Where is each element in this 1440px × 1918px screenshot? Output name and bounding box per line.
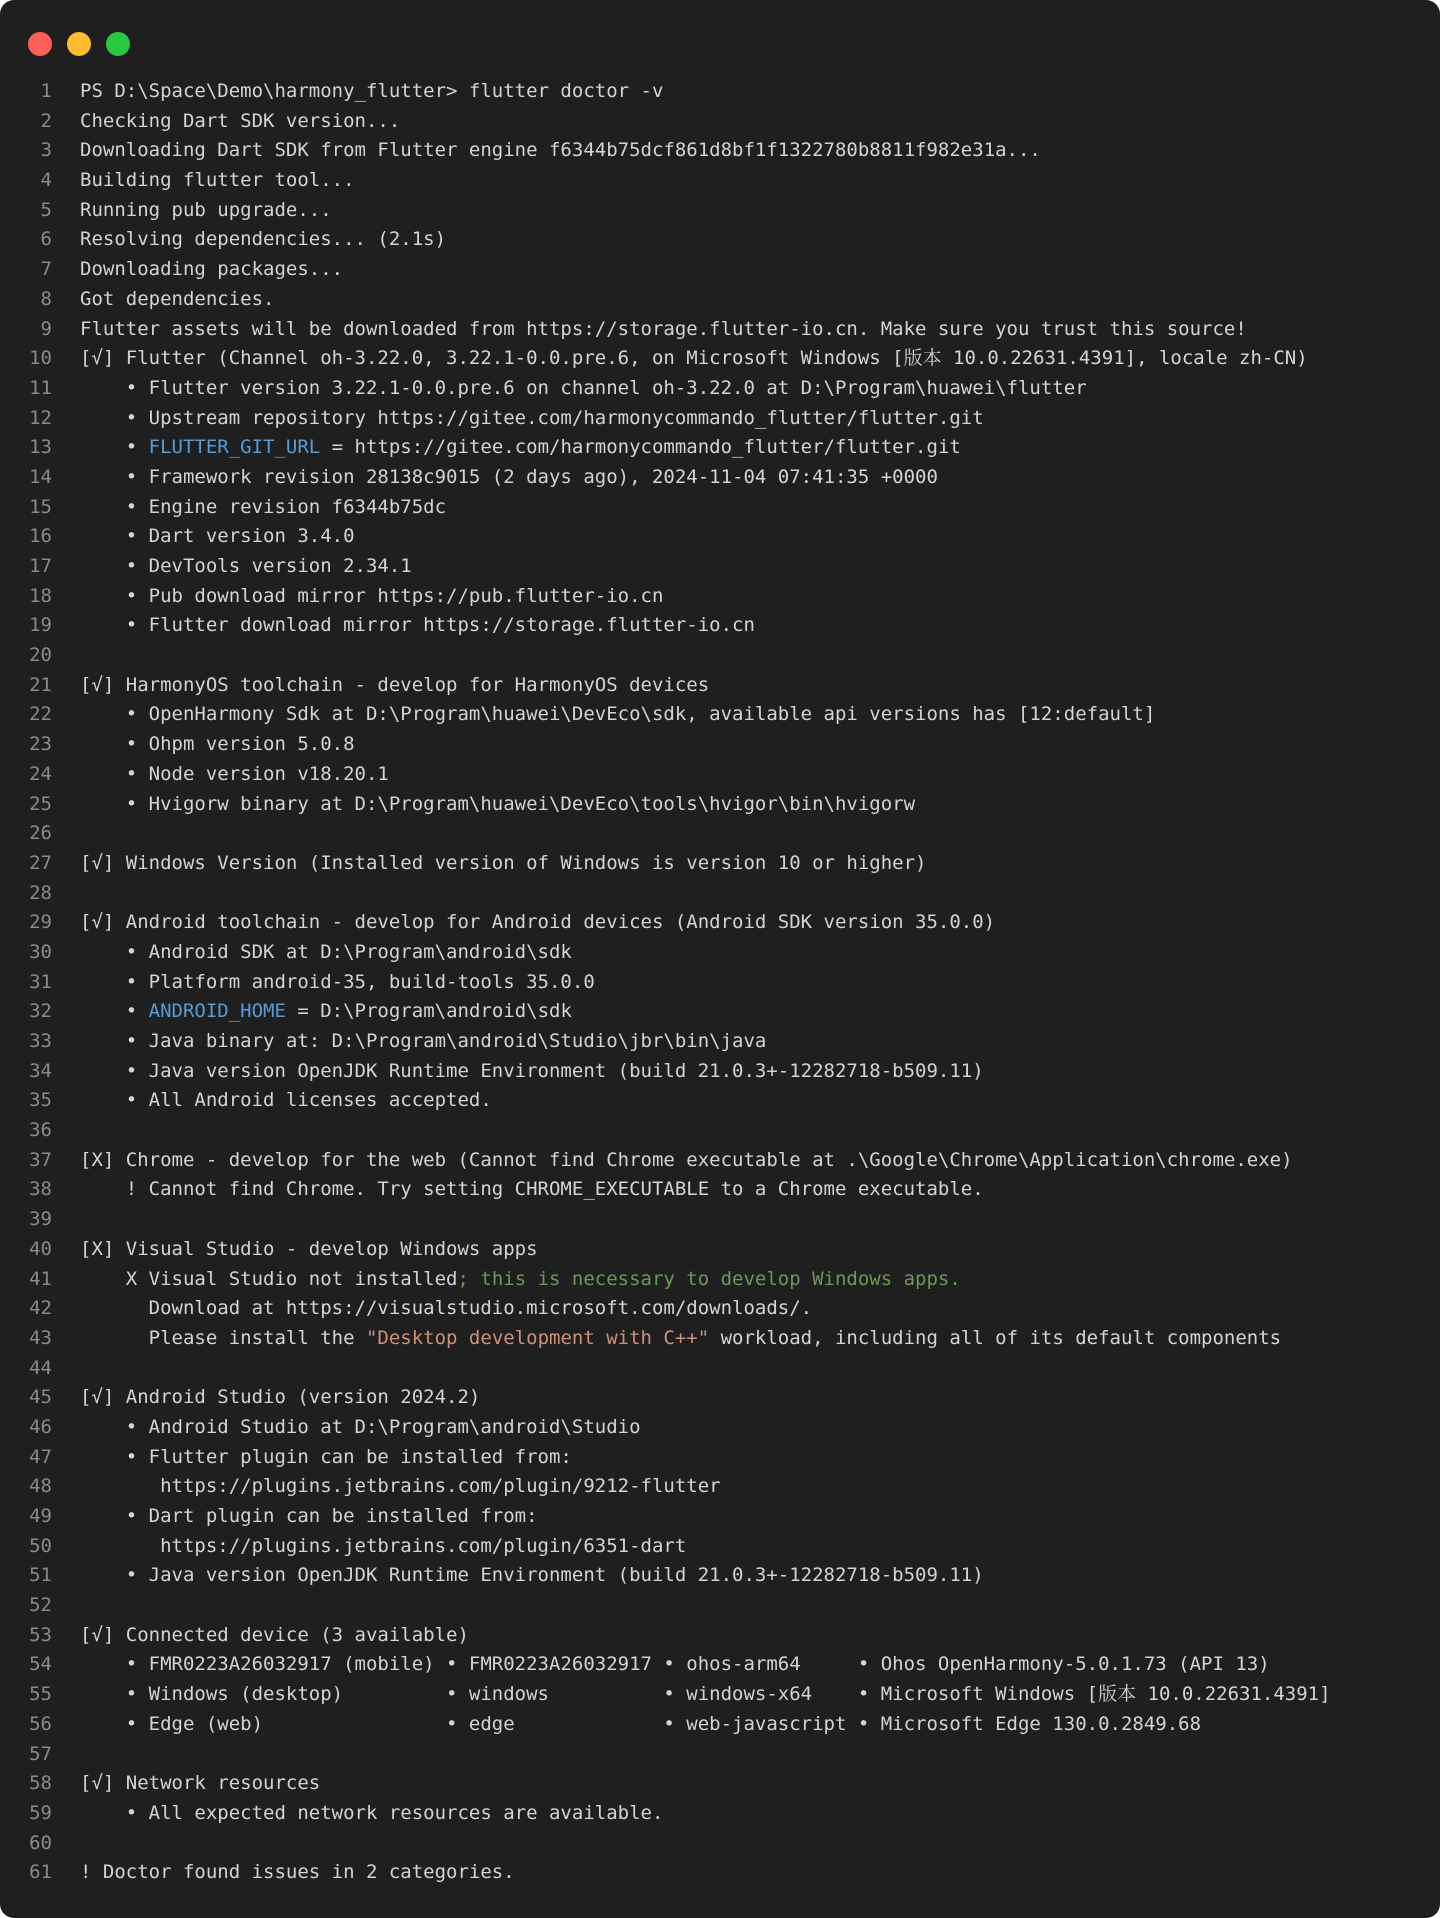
line-content [80, 522, 355, 552]
line-number: 6 [40, 228, 52, 251]
string-literal: "Desktop development with C++" [365, 1326, 710, 1349]
line-number: 11 [29, 376, 52, 399]
line-number: 9 [40, 317, 52, 340]
line-content [80, 582, 663, 612]
terminal-line [0, 938, 1440, 968]
line-content [80, 1027, 766, 1057]
line-content [80, 344, 1308, 374]
terminal-line [0, 1472, 1440, 1502]
output-text: • Upstream repository https://gitee.com/harmonycommando_flutter/flutter.git [80, 406, 984, 429]
terminal-line [0, 641, 1440, 671]
line-number: 13 [29, 436, 52, 459]
line-content [80, 1858, 515, 1888]
terminal-line [0, 166, 1440, 196]
output-text: [√] Android Studio (version 2024.2) [80, 1386, 481, 1409]
terminal-line [0, 671, 1440, 701]
line-number: 50 [29, 1534, 52, 1557]
output-text: Running pub upgrade... [80, 198, 332, 221]
terminal-line [0, 1057, 1440, 1087]
output-text: • Java version OpenJDK Runtime Environment (build 21.0.3+-12282718-b509.11) [80, 1059, 984, 1082]
output-text: ! Cannot find Chrome. Try setting CHROME_EXECUTABLE to a Chrome executable. [80, 1178, 984, 1201]
output-text: • Android Studio at D:\Program\android\Studio [80, 1415, 641, 1438]
line-number: 55 [29, 1683, 52, 1706]
env-variable: FLUTTER_GIT_URL [148, 436, 321, 459]
line-content [80, 1621, 469, 1651]
output-text: [√] HarmonyOS toolchain - develop for HarmonyOS devices [80, 673, 710, 696]
line-number: 34 [29, 1059, 52, 1082]
line-number: 57 [29, 1742, 52, 1765]
output-text: [√] Network resources [80, 1772, 321, 1795]
line-content [80, 700, 1155, 730]
line-content [80, 1561, 984, 1591]
terminal-line [0, 1561, 1440, 1591]
line-content [80, 1443, 572, 1473]
line-content [80, 1472, 721, 1502]
terminal-line [0, 1294, 1440, 1324]
output-text: Building flutter tool... [80, 169, 355, 192]
line-number: 46 [29, 1415, 52, 1438]
output-text: • Android SDK at D:\Program\android\sdk [80, 940, 572, 963]
line-number: 47 [29, 1445, 52, 1468]
output-text: Resolving dependencies... (2.1s) [80, 228, 447, 251]
line-content [80, 166, 355, 196]
terminal-line [0, 285, 1440, 315]
line-number: 15 [29, 495, 52, 518]
line-content [80, 1057, 984, 1087]
line-number: 44 [29, 1356, 52, 1379]
output-text: • [80, 1000, 149, 1023]
output-text: • Edge (web) • edge • web-javascript • Microsoft Edge 130.0.2849.68 [80, 1712, 1202, 1735]
terminal-line [0, 344, 1440, 374]
line-number: 21 [29, 673, 52, 696]
line-content [80, 1235, 538, 1265]
terminal-line [0, 1027, 1440, 1057]
line-number: 53 [29, 1623, 52, 1646]
output-text: Downloading packages... [80, 258, 344, 281]
line-content [80, 671, 709, 701]
line-number: 42 [29, 1297, 52, 1320]
line-number: 58 [29, 1772, 52, 1795]
output-text: [√] Windows Version (Installed version of Windows is version 10 or higher) [80, 851, 927, 874]
line-number: 26 [29, 822, 52, 845]
line-number: 17 [29, 555, 52, 577]
terminal-line [0, 1710, 1440, 1740]
terminal-line [0, 1858, 1440, 1888]
line-number: 30 [29, 940, 52, 963]
terminal-line [0, 849, 1440, 879]
output-text: • Ohpm version 5.0.8 [80, 733, 355, 756]
line-content [80, 552, 412, 582]
line-content [80, 1383, 480, 1413]
line-content [80, 1680, 1331, 1710]
line-content [80, 908, 995, 938]
line-number: 7 [40, 258, 52, 281]
terminal-line [0, 107, 1440, 137]
line-content [80, 1265, 961, 1295]
line-number: 12 [29, 406, 52, 429]
line-number: 35 [29, 1089, 52, 1112]
line-number: 4 [40, 169, 52, 192]
line-content [80, 1294, 812, 1324]
line-number: 14 [29, 465, 52, 488]
output-text: • Flutter download mirror https://storage.flutter-io.cn [80, 614, 755, 637]
line-content [80, 433, 961, 463]
terminal-line [0, 136, 1440, 166]
window-titlebar [0, 0, 1440, 80]
line-number: 16 [29, 525, 52, 548]
line-number: 56 [29, 1712, 52, 1735]
line-number: 61 [29, 1861, 52, 1884]
terminal-line [0, 1383, 1440, 1413]
line-content [80, 1175, 984, 1205]
line-content [80, 997, 572, 1027]
terminal-line [0, 1175, 1440, 1205]
line-number: 33 [29, 1030, 52, 1052]
terminal-line [0, 1799, 1440, 1829]
output-text: X Visual Studio not installed [80, 1267, 458, 1290]
line-content [80, 938, 572, 968]
line-content [80, 463, 938, 493]
terminal-line [0, 1502, 1440, 1532]
output-text: [X] Chrome - develop for the web (Cannot find Chrome executable at .\Google\Chrome\Application\chrome.exe) [80, 1148, 1293, 1171]
line-content [80, 1086, 492, 1116]
terminal-line [0, 77, 1440, 107]
terminal-line [0, 879, 1440, 909]
terminal-line [0, 1740, 1440, 1770]
line-number: 2 [40, 109, 52, 132]
line-number: 52 [29, 1594, 52, 1617]
terminal-line [0, 463, 1440, 493]
line-content [80, 1502, 538, 1532]
terminal-line [0, 1680, 1440, 1710]
output-text: • All expected network resources are available. [80, 1801, 664, 1824]
terminal-line [0, 1532, 1440, 1562]
terminal-line [0, 1086, 1440, 1116]
output-text: Flutter assets will be downloaded from https://storage.flutter-io.cn. Make sure you trust this source! [80, 317, 1247, 340]
output-text: PS D:\Space\Demo\harmony_flutter> flutter doctor -v [80, 80, 664, 102]
output-text: • Pub download mirror https://pub.flutter-io.cn [80, 584, 664, 607]
line-content [80, 790, 915, 820]
line-number: 37 [29, 1148, 52, 1171]
output-text: • DevTools version 2.34.1 [80, 555, 412, 577]
output-text: = D:\Program\android\sdk [285, 1000, 572, 1023]
terminal-output [0, 77, 1440, 1888]
output-text: • [80, 436, 149, 459]
output-text: • Dart version 3.4.0 [80, 525, 355, 548]
line-number: 32 [29, 1000, 52, 1023]
terminal-line [0, 225, 1440, 255]
line-content [80, 374, 1087, 404]
output-text: • Windows (desktop) • windows • windows-x64 • Microsoft Windows [版本 10.0.22631.4391] [80, 1683, 1331, 1706]
line-number: 29 [29, 911, 52, 934]
line-number: 41 [29, 1267, 52, 1290]
output-text: • Dart plugin can be installed from: [80, 1505, 538, 1527]
line-content [80, 1710, 1201, 1740]
line-content [80, 1650, 1270, 1680]
zoom-button[interactable] [106, 32, 130, 56]
output-text: Download at https://visualstudio.microsoft.com/downloads/. [80, 1297, 813, 1320]
terminal-line [0, 730, 1440, 760]
output-text: • Platform android-35, build-tools 35.0.0 [80, 970, 595, 993]
comment-text: ; this is necessary to develop Windows apps. [457, 1267, 961, 1290]
line-content [80, 196, 332, 226]
output-text: Please install the [80, 1326, 366, 1349]
terminal-line [0, 760, 1440, 790]
line-number: 48 [29, 1475, 52, 1498]
terminal-line [0, 611, 1440, 641]
line-content [80, 1324, 1281, 1354]
output-text: ! Doctor found issues in 2 categories. [80, 1861, 515, 1884]
line-content [80, 404, 984, 434]
line-number: 49 [29, 1505, 52, 1527]
terminal-line [0, 1443, 1440, 1473]
minimize-button[interactable] [67, 32, 91, 56]
terminal-line [0, 1829, 1440, 1859]
line-content [80, 285, 274, 315]
output-text: • Java binary at: D:\Program\android\Studio\jbr\bin\java [80, 1030, 767, 1052]
terminal-line [0, 374, 1440, 404]
line-number: 39 [29, 1208, 52, 1231]
output-text: • Node version v18.20.1 [80, 762, 389, 785]
line-content [80, 1769, 320, 1799]
terminal-line [0, 790, 1440, 820]
output-text: [√] Connected device (3 available) [80, 1623, 469, 1646]
output-text: • Hvigorw binary at D:\Program\huawei\DevEco\tools\hvigor\bin\hvigorw [80, 792, 916, 815]
line-number: 60 [29, 1831, 52, 1854]
line-number: 36 [29, 1119, 52, 1142]
terminal-line [0, 1116, 1440, 1146]
line-number: 19 [29, 614, 52, 637]
line-content [80, 1413, 641, 1443]
terminal-line [0, 1324, 1440, 1354]
line-number: 8 [40, 287, 52, 310]
output-text: workload, including all of its default components [709, 1326, 1282, 1349]
terminal-line [0, 1413, 1440, 1443]
line-number: 25 [29, 792, 52, 815]
line-content [80, 107, 400, 137]
line-number: 27 [29, 851, 52, 874]
line-content [80, 136, 1041, 166]
terminal-line [0, 1591, 1440, 1621]
terminal-line [0, 552, 1440, 582]
output-text: = https://gitee.com/harmonycommando_flutter/flutter.git [320, 436, 961, 459]
line-number: 20 [29, 644, 52, 667]
line-number: 22 [29, 703, 52, 726]
line-content [80, 1532, 686, 1562]
line-number: 24 [29, 762, 52, 785]
terminal-line [0, 1354, 1440, 1384]
line-content [80, 611, 755, 641]
line-number: 45 [29, 1386, 52, 1409]
terminal-line [0, 1650, 1440, 1680]
line-content [80, 493, 446, 523]
output-text: https://plugins.jetbrains.com/plugin/9212-flutter [80, 1475, 721, 1498]
output-text: • Flutter plugin can be installed from: [80, 1445, 572, 1468]
terminal-line [0, 315, 1440, 345]
terminal-line [0, 1769, 1440, 1799]
line-content [80, 1146, 1293, 1176]
line-number: 43 [29, 1326, 52, 1349]
line-number: 40 [29, 1237, 52, 1260]
terminal-line [0, 819, 1440, 849]
line-number: 23 [29, 733, 52, 756]
line-content [80, 849, 926, 879]
terminal-line [0, 582, 1440, 612]
line-number: 51 [29, 1564, 52, 1587]
output-text: • Framework revision 28138c9015 (2 days ago), 2024-11-04 07:41:35 +0000 [80, 465, 938, 488]
line-content [80, 225, 446, 255]
output-text: • FMR0223A26032917 (mobile) • FMR0223A26032917 • ohos-arm64 • Ohos OpenHarmony-5.0.1.73 (API 13) [80, 1653, 1270, 1676]
output-text: https://plugins.jetbrains.com/plugin/6351-dart [80, 1534, 687, 1557]
line-number: 59 [29, 1801, 52, 1824]
line-content [80, 255, 343, 285]
terminal-line [0, 1265, 1440, 1295]
output-text: • All Android licenses accepted. [80, 1089, 492, 1112]
line-content [80, 730, 355, 760]
output-text: • Flutter version 3.22.1-0.0.pre.6 on channel oh-3.22.0 at D:\Program\huawei\flutter [80, 376, 1087, 399]
terminal-line [0, 968, 1440, 998]
output-text: • OpenHarmony Sdk at D:\Program\huawei\DevEco\sdk, available api versions has [12:default] [80, 703, 1156, 726]
line-number: 5 [40, 198, 52, 221]
terminal-line [0, 1205, 1440, 1235]
output-text: [√] Android toolchain - develop for Android devices (Android SDK version 35.0.0) [80, 911, 996, 934]
output-text: [X] Visual Studio - develop Windows apps [80, 1237, 538, 1260]
terminal-line [0, 700, 1440, 730]
terminal-line [0, 433, 1440, 463]
line-content [80, 315, 1247, 345]
output-text: Checking Dart SDK version... [80, 109, 401, 132]
terminal-line [0, 196, 1440, 226]
line-content [80, 760, 389, 790]
close-button[interactable] [28, 32, 52, 56]
terminal-line [0, 522, 1440, 552]
env-variable: ANDROID_HOME [148, 1000, 286, 1023]
output-text: • Java version OpenJDK Runtime Environment (build 21.0.3+-12282718-b509.11) [80, 1564, 984, 1587]
line-number: 28 [29, 881, 52, 904]
terminal-line [0, 1146, 1440, 1176]
terminal-line [0, 1235, 1440, 1265]
line-number: 38 [29, 1178, 52, 1201]
output-text: Got dependencies. [80, 287, 275, 310]
terminal-line [0, 908, 1440, 938]
terminal-line [0, 404, 1440, 434]
terminal-line [0, 255, 1440, 285]
output-text: [√] Flutter (Channel oh-3.22.0, 3.22.1-0.0.pre.6, on Microsoft Windows [版本 10.0.22631.4391], locale zh-CN) [80, 347, 1308, 370]
line-content [80, 1799, 663, 1829]
line-number: 18 [29, 584, 52, 607]
line-number: 10 [29, 347, 52, 370]
line-number: 31 [29, 970, 52, 993]
terminal-line [0, 1621, 1440, 1651]
terminal-line [0, 493, 1440, 523]
line-content [80, 968, 595, 998]
output-text: • Engine revision f6344b75dc [80, 495, 447, 518]
line-number: 54 [29, 1653, 52, 1676]
line-content [80, 77, 663, 107]
output-text: Downloading Dart SDK from Flutter engine f6344b75dcf861d8bf1f1322780b8811f982e31a... [80, 139, 1041, 162]
line-number: 3 [40, 139, 52, 162]
terminal-line [0, 997, 1440, 1027]
line-number: 1 [40, 80, 52, 102]
